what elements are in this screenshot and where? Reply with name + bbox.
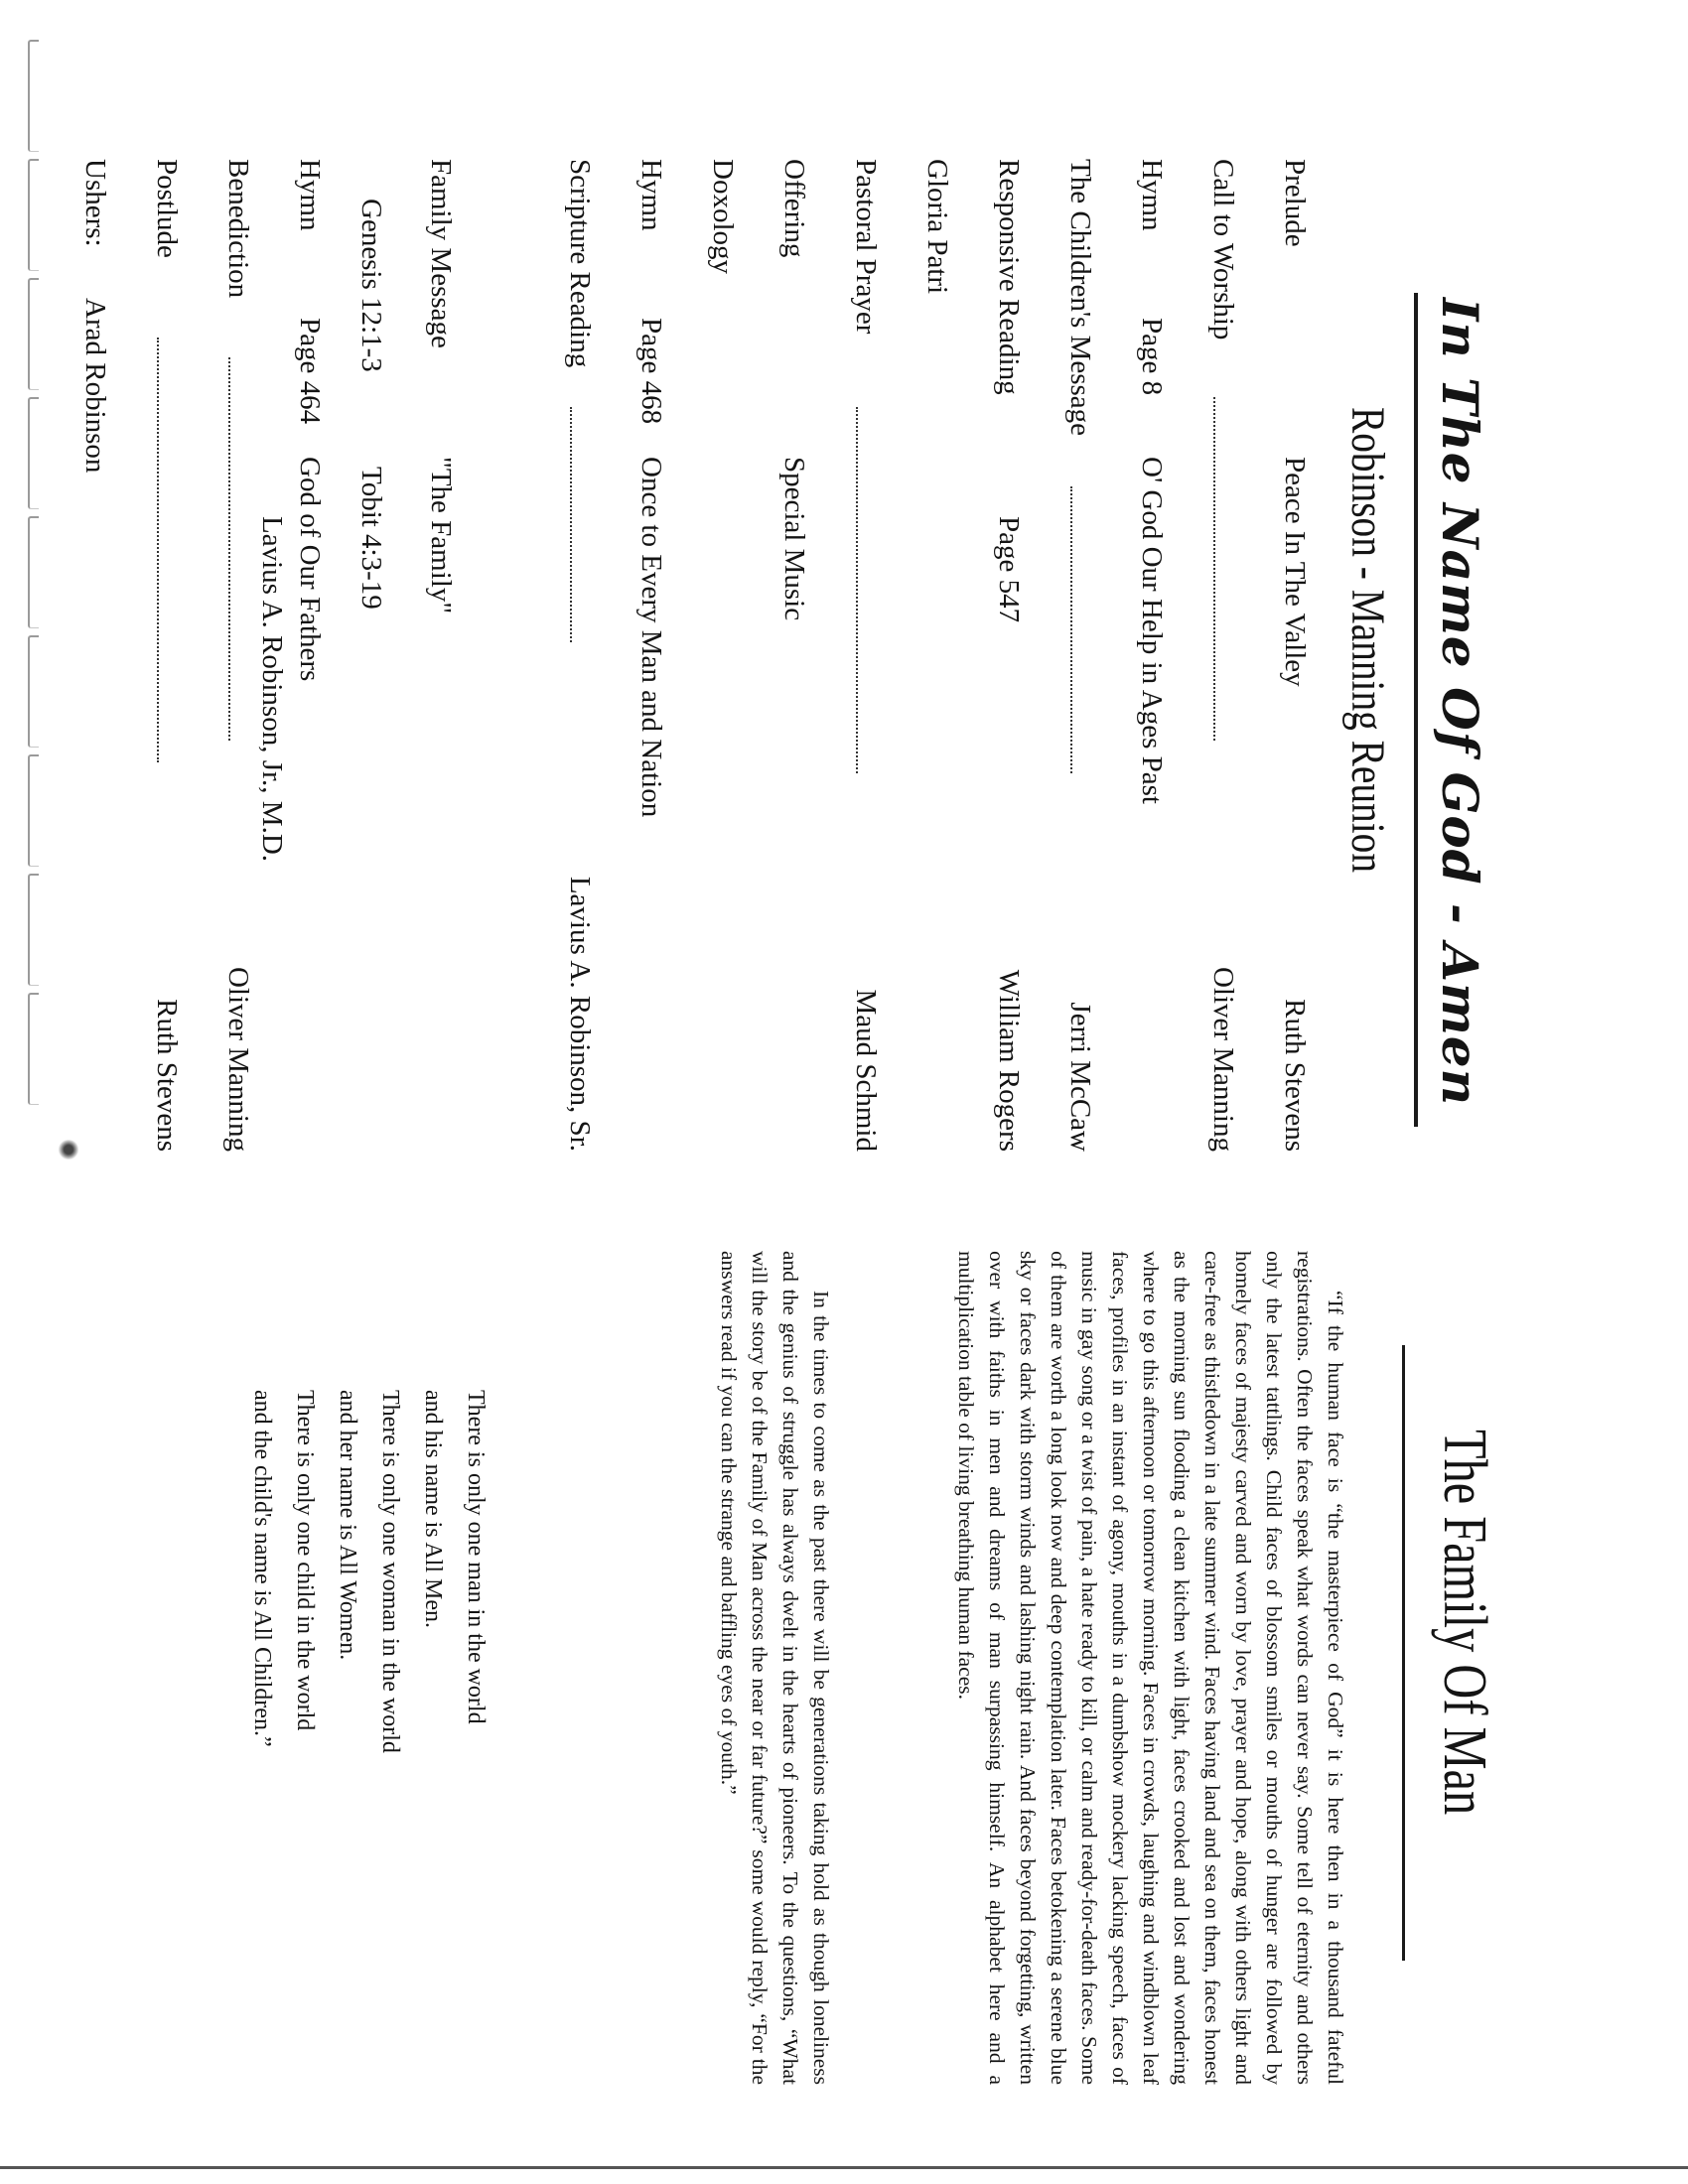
program-person: Oliver Manning <box>1207 966 1239 1152</box>
dotted-leader <box>856 407 882 773</box>
poem-line: There is only one man in the world <box>463 1390 489 1724</box>
program-row <box>421 159 457 1152</box>
scripture-ref-2: Tobit 4:3-19 <box>355 467 387 610</box>
program-person: William Rogers <box>993 969 1025 1152</box>
essay-title-rule <box>1402 1345 1405 1961</box>
program-page: Page 464 <box>294 318 326 425</box>
program-page: Page 468 <box>635 318 667 425</box>
essay-paragraph: In the times to come as the past there will be generations taking hold as though loneliness and the genius of struggle has always dwelt in the hearts of pioneers. To the questions, “What will the story be of the Family of Man across the near or far future?” some would reply, “For the answers read if you can the strange and baffling eyes of youth.” <box>717 1251 833 2085</box>
poem-line: There is only one child in the world <box>292 1390 318 1731</box>
program-title: Once to Every Man and Nation <box>635 457 667 818</box>
program-person: Maud Schmid <box>850 989 882 1152</box>
program-title: Peace In The Valley <box>1279 457 1311 687</box>
dotted-leader <box>157 338 183 762</box>
program-row <box>1203 159 1239 1152</box>
program-row <box>989 159 1025 1152</box>
program-title: O' God Our Help in Ages Past <box>1136 457 1168 804</box>
program-label: Offering <box>778 159 810 258</box>
essay-panel <box>209 1251 1499 2124</box>
program-row <box>632 159 667 1152</box>
program-label: Hymn <box>294 159 326 231</box>
program-row <box>1060 159 1096 1152</box>
program-title: "The Family" <box>425 457 457 614</box>
reunion-title: Robinson - Manning Reunion <box>1341 407 1394 874</box>
program-label: Postlude <box>151 159 183 258</box>
dotted-leader <box>228 357 254 741</box>
program-title: Arad Robinson <box>79 298 111 474</box>
program-row <box>290 159 326 1152</box>
program-label: Pastoral Prayer <box>850 159 882 335</box>
program-row <box>560 159 596 1152</box>
program-person: Lavius A. Robinson, Sr. <box>564 876 596 1152</box>
program-label: The Children's Message <box>1064 159 1096 437</box>
program-person: Jerri McCaw <box>1064 1002 1096 1152</box>
program-row <box>1275 159 1311 1152</box>
program-title: Page 547 <box>993 516 1025 623</box>
program-row <box>703 159 739 1152</box>
program-person: Oliver Manning <box>222 966 254 1152</box>
dotted-leader <box>1070 486 1096 773</box>
poem-line: and his name is All Men. <box>420 1390 446 1628</box>
essay-paragraph: “If the human face is “the masterpiece of God” it is here then in a thousand fateful registrations. Often the faces speak what words can never say. Some tell of eternity and others only the latest tattlings. Child faces of blossom smiles or mouths of hunger are followed by homely faces of majesty carved and worn by love, prayer and hope, along with others light and care-free as thistledown in a late summer wind. Faces having land and sea on them, faces honest as the morning sun flooding a clean kitchen with light, faces crooked and lost and wondering where to go this afternoon or tomorrow morning. Faces in crowds, laughing and windblown leaf faces, profiles in an instant of agony, mouths in a dumbshow mockery lacking speech, faces of music in gay song or a twist of pain, a hate ready to kill, or calm and ready-for-death faces. Some of them are worth a long look now and deep contemplation later. Faces betokening a serene blue sky or faces dark with storm winds and lashing night rain. And faces beyond forgetting, written over with faiths in men and dreams of man surpassing himself. An alphabet here and a multiplication table of living breathing human faces. <box>954 1251 1347 2085</box>
title-rule <box>1414 293 1418 1127</box>
scripture-ref-1: Genesis 12:1-3 <box>355 199 387 372</box>
program-title: Special Music <box>778 457 810 621</box>
program-label: Hymn <box>635 159 667 231</box>
family-message-speaker: Lavius A. Robinson, Jr., M.D. <box>256 516 288 863</box>
program-page: Page 8 <box>1136 318 1168 396</box>
program-row <box>774 159 810 1152</box>
poem <box>240 1390 496 1753</box>
program-row <box>218 159 254 1152</box>
poem-line: and her name is All Women. <box>335 1390 360 1661</box>
poem-line: There is only one woman in the world <box>377 1390 403 1753</box>
program-person: Ruth Stevens <box>1279 999 1311 1152</box>
program-row <box>147 159 183 1152</box>
program-person: Ruth Stevens <box>151 999 183 1152</box>
program-label: Call to Worship <box>1207 159 1239 341</box>
program-row <box>917 159 953 1152</box>
program-label: Benediction <box>222 159 254 299</box>
poem-line: and the child's name is All Children.” <box>249 1390 275 1747</box>
program-label: Prelude <box>1279 159 1311 247</box>
page-title: In The Name Of God - Amen <box>1431 298 1489 1107</box>
program-row <box>75 159 111 1152</box>
dotted-leader <box>1213 397 1239 741</box>
program-label: Family Message <box>425 159 457 348</box>
essay-title: The Family Of Man <box>1431 1430 1498 1816</box>
program-row <box>1132 159 1168 1152</box>
program-label: Scripture Reading <box>564 159 596 368</box>
program-title: God of Our Fathers <box>294 457 326 682</box>
dotted-leader <box>570 407 596 642</box>
order-of-service <box>79 159 1489 1152</box>
program-row <box>846 159 882 1152</box>
program-label: Gloria Patri <box>921 159 953 295</box>
program-label: Responsive Reading <box>993 159 1025 395</box>
program-label: Doxology <box>707 159 739 274</box>
program-label: Hymn <box>1136 159 1168 231</box>
program-label: Ushers: <box>79 159 111 247</box>
